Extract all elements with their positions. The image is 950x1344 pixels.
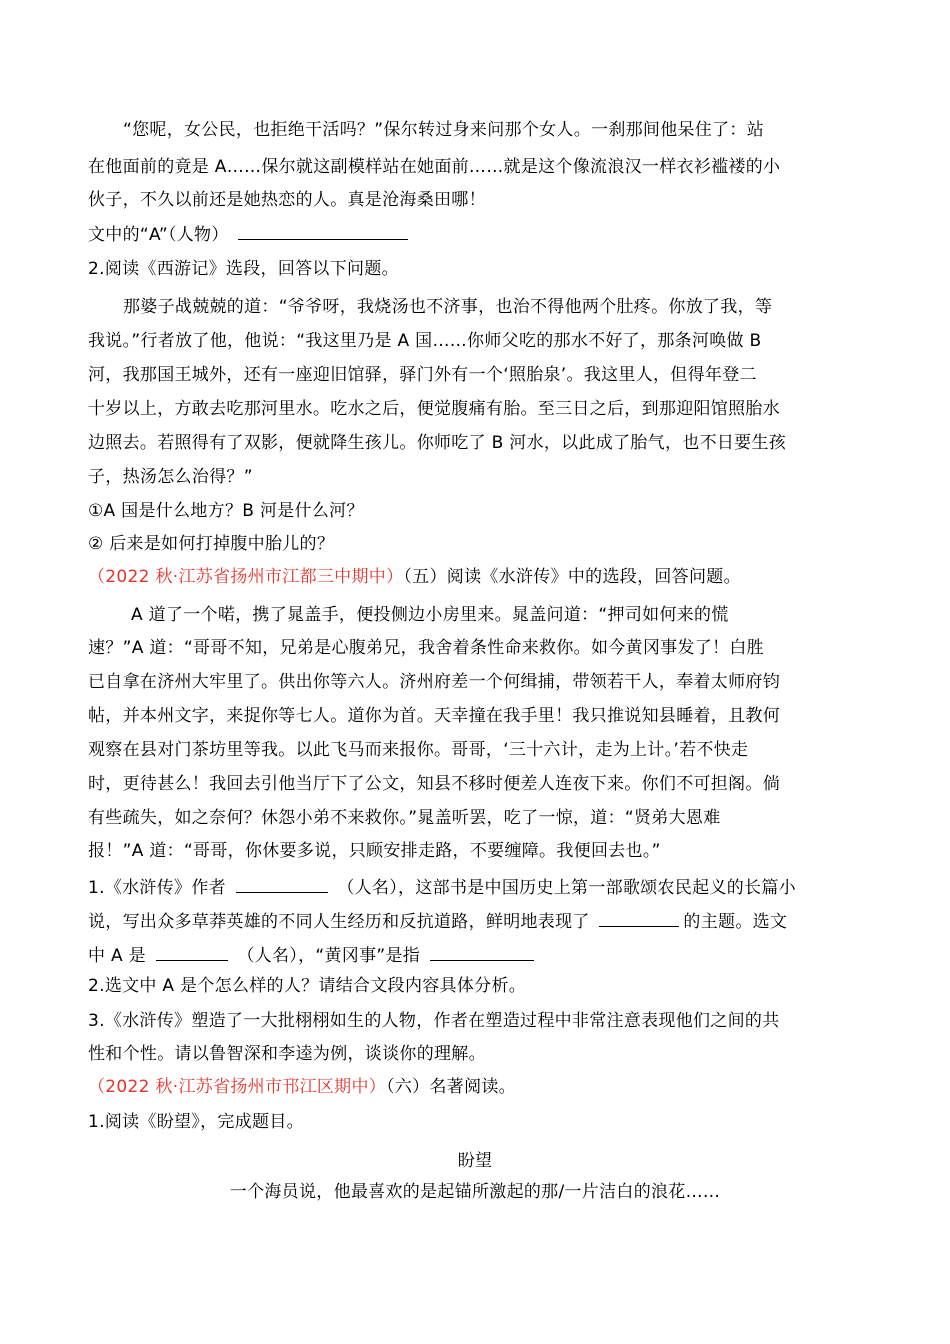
answer-blank[interactable] [238, 221, 408, 240]
theme-blank[interactable] [599, 908, 679, 927]
passage-3-line-3: 已自拿在济州大牢里了。供出你等六人。济州府差一个何缉捕，带领若干人，奉着太师府钧 [88, 672, 780, 692]
question-a-person [88, 221, 412, 246]
q1-author-tail: （人名），这部书是中国历史上第一部歌颂农民起义的长篇小 [337, 878, 796, 898]
passage-2-line-1: 那婆子战兢兢的道：“爷爷呀，我烧汤也不济事，也治不得他两个肚疼。你放了我，等 [123, 297, 773, 317]
passage-2-question-2: ② 后来是如何打掉腹中胎儿的？ [88, 534, 335, 554]
section-6-title: （六）名著阅读。 [386, 1077, 516, 1097]
section-6-source: （2022 秋·江苏省扬州市邗江区期中） [88, 1077, 387, 1097]
author-blank[interactable] [236, 874, 328, 893]
passage-3-line-1: A 道了一个喏，携了晁盖手，便投侧边小房里来。晁盖问道：“押司如何来的慌 [131, 605, 729, 625]
passage-2-question-1: ①A 国是什么地方？B 河是什么河？ [88, 501, 364, 521]
passage-2-line-6: 子，热汤怎么治得？” [88, 467, 253, 487]
question-a-person-text: 文中的“A”（人物） [88, 225, 229, 245]
section-6-heading [88, 1076, 516, 1098]
passage-3-line-5: 观察在县对门茶坊里等我。以此飞马而来报你。哥哥，‘三十六计，走为上计。’若不快走 [88, 740, 749, 760]
section-6-question-1: 1.阅读《盼望》，完成题目。 [88, 1112, 304, 1132]
section-5-title: （五）阅读《水浒传》中的选段，回答问题。 [403, 567, 741, 587]
section-5-source: （2022 秋·江苏省扬州市江都三中期中） [88, 567, 404, 587]
q1-event-label: （人名），“黄冈事”是指 [237, 946, 421, 966]
passage-2-line-5: 边照去。若照得有了双影，便就降生孩儿。你师吃了 B 河水，以此成了胎气，也不日要生孩 [88, 433, 787, 453]
passage-2-line-3: 河，我那国王城外，还有一座迎旧馆驿，驿门外有一个‘照胎泉’。我这里人，但得年登二 [88, 365, 757, 385]
q1-a-label: 中 A 是 [88, 946, 146, 966]
q1-author-label: 1.《水浒传》作者 [88, 878, 226, 898]
section-5-question-2: 2.选文中 A 是个怎么样的人？请结合文段内容具体分析。 [88, 976, 527, 996]
section-5-question-1-line-1 [88, 874, 796, 899]
passage-1-line-1: “您呢，女公民，也拒绝干活吗？”保尔转过身来问那个女人。一刹那间他呆住了：站 [123, 120, 765, 140]
q1-theme-tail: 的主题。选文 [683, 912, 788, 932]
poem-line-1: 一个海员说，他最喜欢的是起锚所激起的那/一片洁白的浪花…… [229, 1182, 721, 1202]
passage-3-line-7: 有些疏失，如之奈何？休怨小弟不来救你。”晁盖听罢，吃了一惊，道：“贤弟大恩难 [88, 808, 721, 828]
section-5-question-3-line-2: 性和个性。请以鲁智深和李逵为例，谈谈你的理解。 [88, 1044, 486, 1064]
passage-3-line-8: 报！”A 道：“哥哥，你休要多说，只顾安排走路，不要缠障。我便回去也。” [88, 841, 661, 861]
question-2-title: 2.阅读《西游记》选段，回答以下问题。 [88, 259, 399, 279]
passage-1-line-2: 在他面前的竟是 A……保尔就这副模样站在她面前……就是这个像流浪汉一样衣衫褴褛的小 [88, 157, 781, 177]
q1-theme-label: 说，写出众多草莽英雄的不同人生经历和反抗道路，鲜明地表现了 [88, 912, 590, 932]
passage-2-line-2: 我说。”行者放了他，他说：“我这里乃是 A 国……你师父吃的那水不好了，那条河唤做 B [88, 331, 762, 351]
event-blank[interactable] [430, 942, 534, 961]
passage-3-line-6: 时，更待甚么！我回去引他当厅下了公文，知县不移时便差人连夜下来。你们不可担阁。倘 [88, 774, 780, 794]
passage-1-line-3: 伙子，不久以前还是她热恋的人。真是沧海桑田哪！ [88, 190, 486, 210]
section-5-question-1-line-3 [88, 942, 538, 967]
section-5-question-3-line-1: 3.《水浒传》塑造了一大批栩栩如生的人物，作者在塑造过程中非常注意表现他们之间的共 [88, 1011, 780, 1031]
passage-3-line-2: 速？”A 道：“哥哥不知，兄弟是心腹弟兄，我舍着条性命来救你。如今黄冈事发了！白胜 [88, 638, 764, 658]
passage-3-line-4: 帖，并本州文字，来捉你等七人。道你为首。天幸撞在我手里！我只推说知县睡着，且教何 [88, 706, 780, 726]
passage-2-line-4: 十岁以上，方敢去吃那河里水。吃水之后，便觉腹痛有胎。至三日之后，到那迎阳馆照胎水 [88, 399, 780, 419]
section-5-question-1-line-2 [88, 908, 787, 933]
section-5-heading [88, 566, 741, 588]
a-name-blank[interactable] [156, 942, 228, 961]
poem-title: 盼望 [457, 1151, 493, 1171]
